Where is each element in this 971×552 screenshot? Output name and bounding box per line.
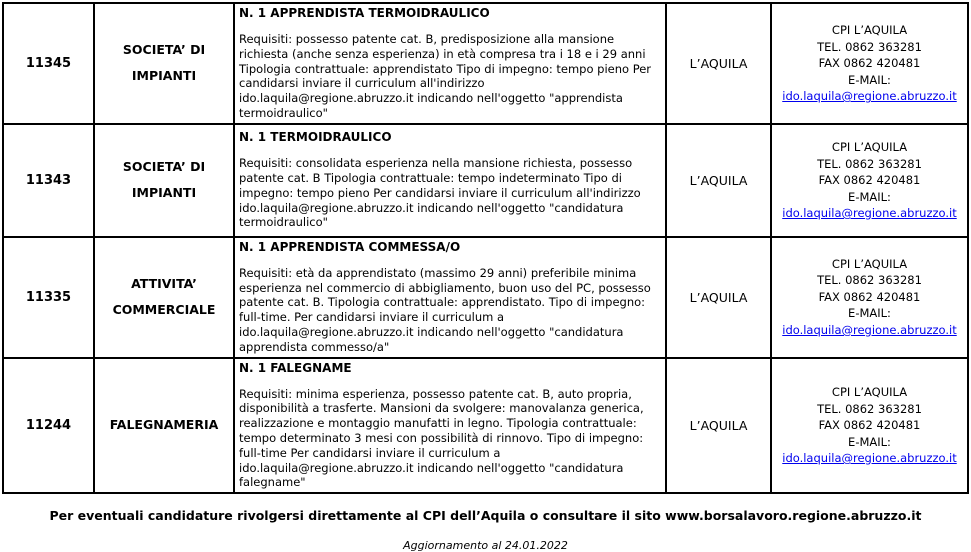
contact-email-link[interactable]: ido.laquila@regione.abruzzo.it (782, 206, 957, 221)
update-note: Aggiornamento al 24.01.2022 (403, 539, 568, 552)
offer-id-cell (3, 3, 94, 124)
contact-cpi-line: CPI L’AQUILA (831, 256, 908, 271)
company-name: SOCIETA’ DI IMPIANTI (122, 159, 206, 201)
offer-id-cell (3, 124, 94, 237)
description-cell (234, 124, 666, 237)
contact-tel-line: TEL. 0862 363281 (817, 401, 922, 416)
job-requirements: Requisiti: consolidata esperienza nella mansione richiesta, possesso patente cat. B Tipologia contrattuale: tempo indeterminato Tipo di impegno: tempo pieno Per candidarsi inviare il curriculum all'indirizzo ido.laquila@regione.abruzzo.it indicando nell'oggetto "candidatura termoidraulico" (239, 156, 641, 230)
contact-email-label: E-MAIL: (848, 306, 891, 321)
contact-tel-line: TEL. 0862 363281 (817, 156, 922, 171)
job-title: N. 1 FALEGNAME (239, 360, 352, 375)
contact-cell (771, 358, 968, 494)
company-cell (94, 3, 234, 124)
description-cell (234, 237, 666, 358)
location: L’AQUILA (689, 289, 748, 305)
offer-id-cell (3, 358, 94, 494)
offer-id-cell (3, 237, 94, 358)
table-row (3, 358, 968, 494)
offer-id: 11343 (25, 172, 72, 188)
location-cell (666, 3, 771, 124)
page (0, 2, 971, 552)
contact-fax-line: FAX 0862 420481 (818, 418, 921, 433)
company-cell (94, 124, 234, 237)
offer-id: 11244 (25, 417, 72, 433)
job-requirements: Requisiti: minima esperienza, possesso patente cat. B, auto propria, disponibilità a trasferte. Mansioni da svolgere: manovalanza generica, realizzazione e montaggio manufatti in legno. Tipologia contrattuale: tempo determinato 3 mesi con possibilità di rinnovo. Tipo di impegno: full-time Per candidarsi inviare il curriculum a ido.laquila@regione.abruzzo.it indicando nell'oggetto "candidatura falegname" (239, 386, 644, 490)
description-cell (234, 358, 666, 494)
location: L’AQUILA (689, 172, 748, 188)
contact-email-link[interactable]: ido.laquila@regione.abruzzo.it (782, 89, 957, 104)
company-name: ATTIVITA’ COMMERCIALE (112, 276, 216, 318)
company-cell (94, 237, 234, 358)
contact-cpi-line: CPI L’AQUILA (831, 385, 908, 400)
location: L’AQUILA (689, 55, 748, 71)
contact-cell (771, 124, 968, 237)
contact-email-label: E-MAIL: (848, 189, 891, 204)
contact-fax-line: FAX 0862 420481 (818, 289, 921, 304)
contact-email-label: E-MAIL: (848, 434, 891, 449)
company-name: SOCIETA’ DI IMPIANTI (122, 42, 206, 84)
company-cell (94, 358, 234, 494)
job-requirements: Requisiti: possesso patente cat. B, predisposizione alla mansione richiesta (anche senza esperienza) in età compresa tra i 18 e i 29 anni Tipologia contrattuale: apprendistato Tipo di impegno: tempo pieno Per candidarsi inviare il curriculum all'indirizzo ido.laquila@regione.abruzzo.it indicando nell'oggetto "apprendista termoidraulico" (239, 32, 652, 120)
company-name: FALEGNAMERIA (109, 417, 219, 433)
offer-id: 11335 (25, 289, 72, 305)
job-title: N. 1 TERMOIDRAULICO (239, 130, 392, 145)
contact-email-label: E-MAIL: (848, 72, 891, 87)
contact-tel-line: TEL. 0862 363281 (817, 39, 922, 54)
location-cell (666, 358, 771, 494)
contact-fax-line: FAX 0862 420481 (818, 173, 921, 188)
job-title: N. 1 APPRENDISTA COMMESSA/O (239, 239, 461, 254)
location: L’AQUILA (689, 417, 748, 433)
table-row (3, 124, 968, 237)
contact-cpi-line: CPI L’AQUILA (831, 140, 908, 155)
job-title: N. 1 APPRENDISTA TERMOIDRAULICO (239, 6, 490, 20)
table-row (3, 237, 968, 358)
table-row (3, 3, 968, 124)
contact-email-link[interactable]: ido.laquila@regione.abruzzo.it (782, 322, 957, 337)
job-offers-table (2, 2, 969, 494)
contact-fax-line: FAX 0862 420481 (818, 56, 921, 71)
contact-cpi-line: CPI L’AQUILA (831, 23, 908, 38)
location-cell (666, 124, 771, 237)
offer-id: 11345 (25, 55, 72, 71)
description-cell (234, 3, 666, 124)
contact-tel-line: TEL. 0862 363281 (817, 273, 922, 288)
contact-cell (771, 237, 968, 358)
job-requirements: Requisiti: età da apprendistato (massimo 29 anni) preferibile minima esperienza nel commercio di abbigliamento, buon uso del PC, possesso patente cat. B. Tipologia contrattuale: apprendistato. Tipo di impegno: full-time. Per candidarsi inviare il curriculum a ido.laquila@regione.abruzzo.it indicando nell'oggetto "candidatura apprendista commesso/a" (239, 265, 651, 354)
contact-cell (771, 3, 968, 124)
contact-email-link[interactable]: ido.laquila@regione.abruzzo.it (782, 451, 957, 466)
location-cell (666, 237, 771, 358)
footer-note: Per eventuali candidature rivolgersi direttamente al CPI dell’Aquila o consultare il sito www.borsalavoro.regione.abruzzo.it (49, 508, 922, 524)
